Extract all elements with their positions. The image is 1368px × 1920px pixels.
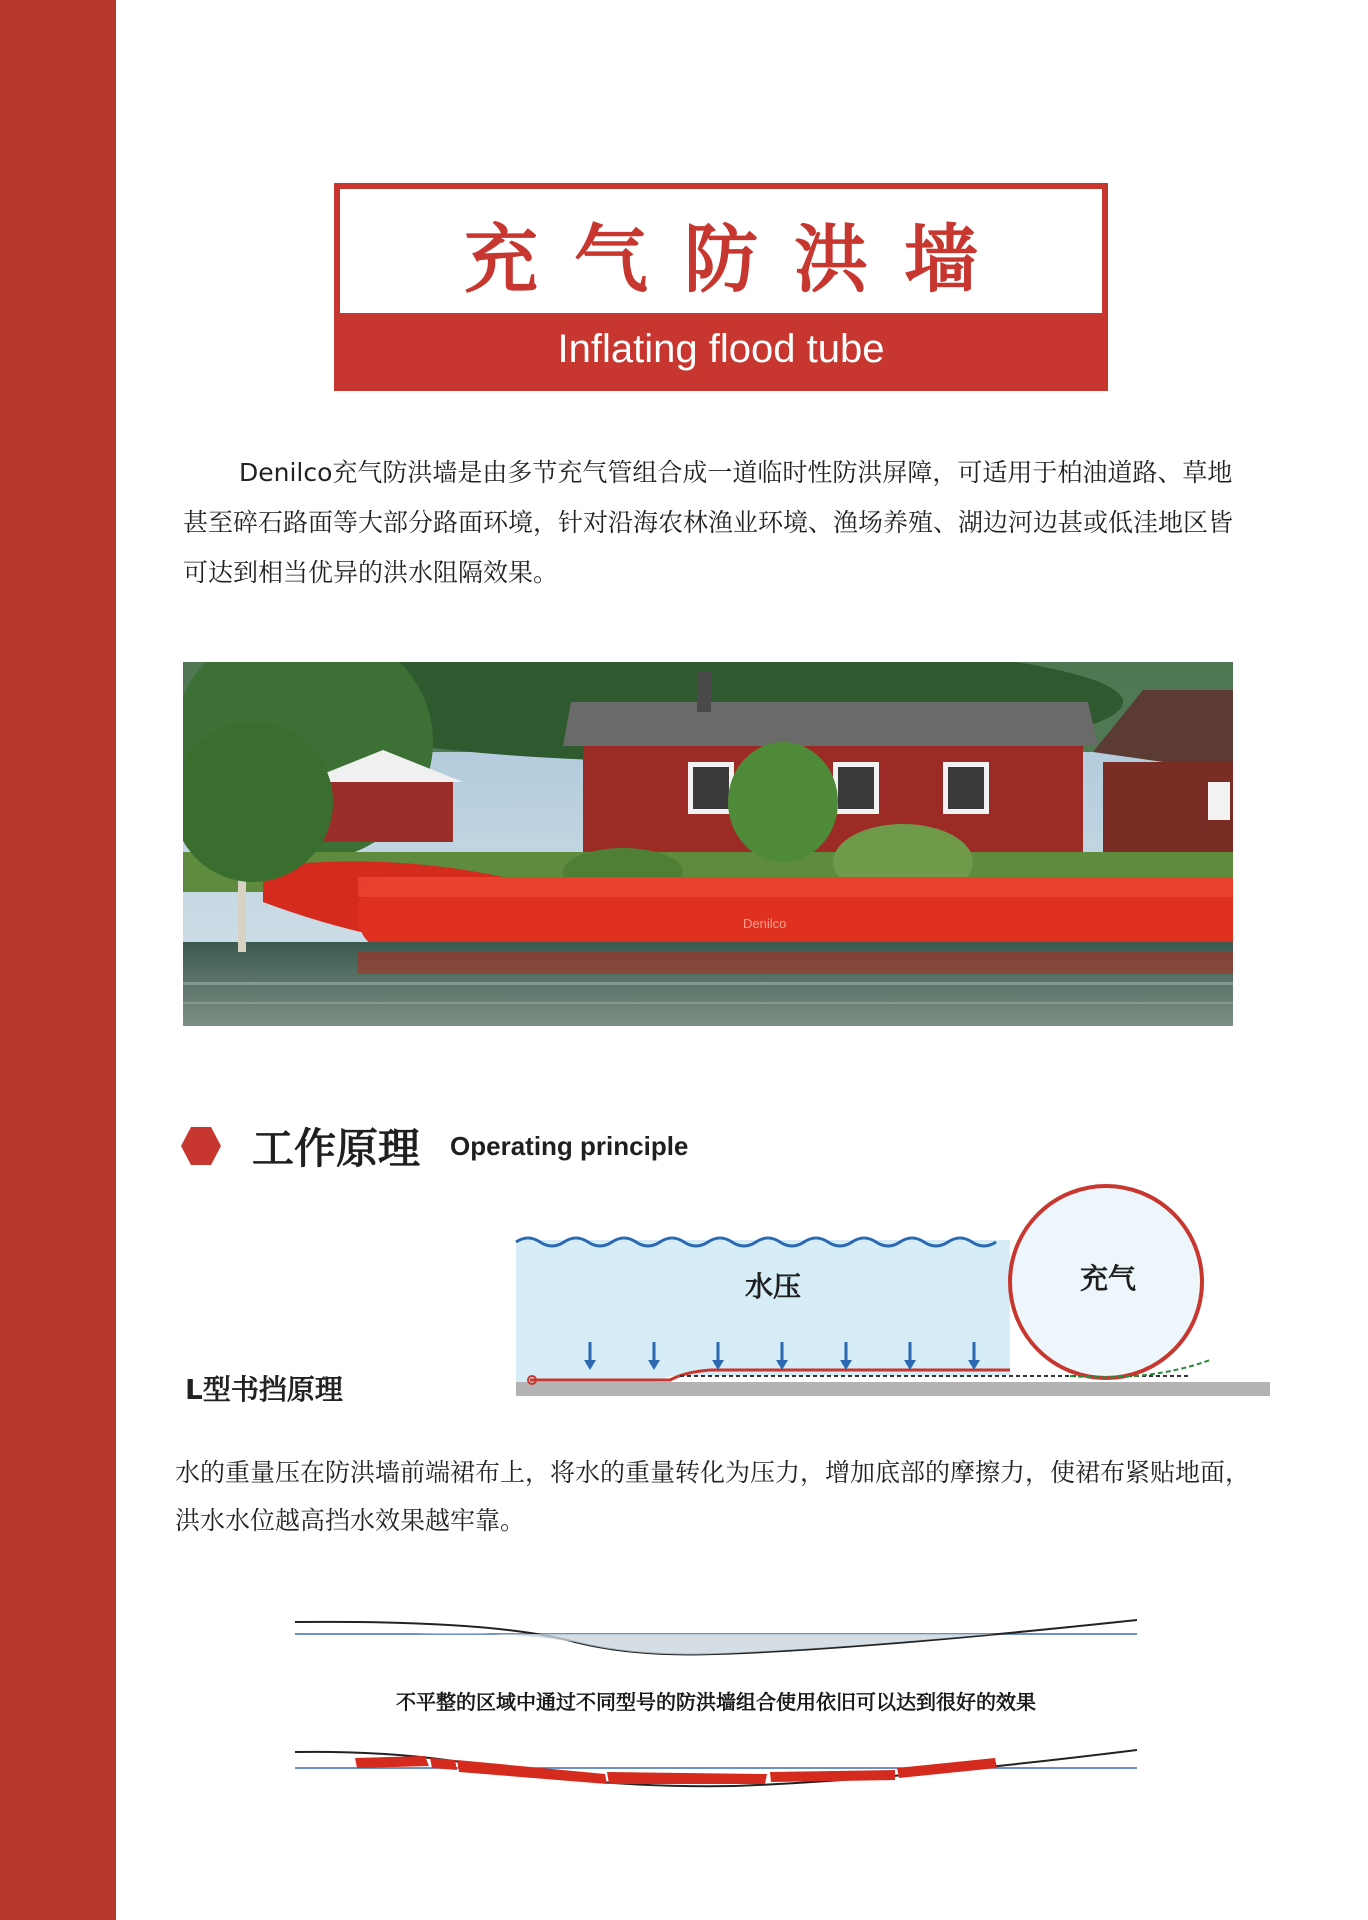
section-heading bbox=[180, 1118, 688, 1174]
title-english: Inflating flood tube bbox=[340, 313, 1102, 385]
uneven-ground-tubes-graphic bbox=[295, 1742, 1137, 1792]
water-pressure-label: 水压 bbox=[745, 1270, 802, 1303]
title-chinese: 充气防洪墙 bbox=[464, 217, 1014, 303]
inflation-label: 充气 bbox=[1080, 1262, 1137, 1295]
flood-tube-photo bbox=[183, 662, 1233, 1026]
section-title-english: Operating principle bbox=[450, 1130, 689, 1161]
uneven-ground-water-graphic bbox=[295, 1612, 1137, 1662]
section-title-chinese: 工作原理 bbox=[252, 1124, 421, 1173]
photo-illustration bbox=[183, 662, 1233, 1026]
uneven-ground-caption: 不平整的区域中通过不同型号的防洪墙组合使用依旧可以达到很好的效果 bbox=[396, 1690, 1036, 1714]
principle-diagram-graphic bbox=[510, 1170, 1270, 1410]
principle-diagram bbox=[510, 1170, 1270, 1410]
left-red-bar bbox=[0, 0, 116, 1920]
title-box bbox=[334, 183, 1108, 391]
principle-paragraph: 水的重量压在防洪墙前端裙布上，将水的重量转化为压力，增加底部的摩擦力，使裙布紧贴地面，洪水水位越高挡水效果越牢靠。 bbox=[175, 1458, 1251, 1535]
tube-logo-text: Denilco bbox=[743, 916, 787, 931]
intro-paragraph: Denilco充气防洪墙是由多节充气管组合成一道临时性防洪屏障，可适用于柏油道路、草地甚至碎石路面等大部分路面环境，针对沿海农林渔业环境、渔场养殖、湖边河边甚或低洼地区皆可达到相当优异的洪水阻隔效果。 bbox=[183, 458, 1234, 587]
l-bookend-principle-label: L型书挡原理 bbox=[185, 1373, 343, 1406]
hexagon-bullet-icon bbox=[180, 1126, 222, 1166]
